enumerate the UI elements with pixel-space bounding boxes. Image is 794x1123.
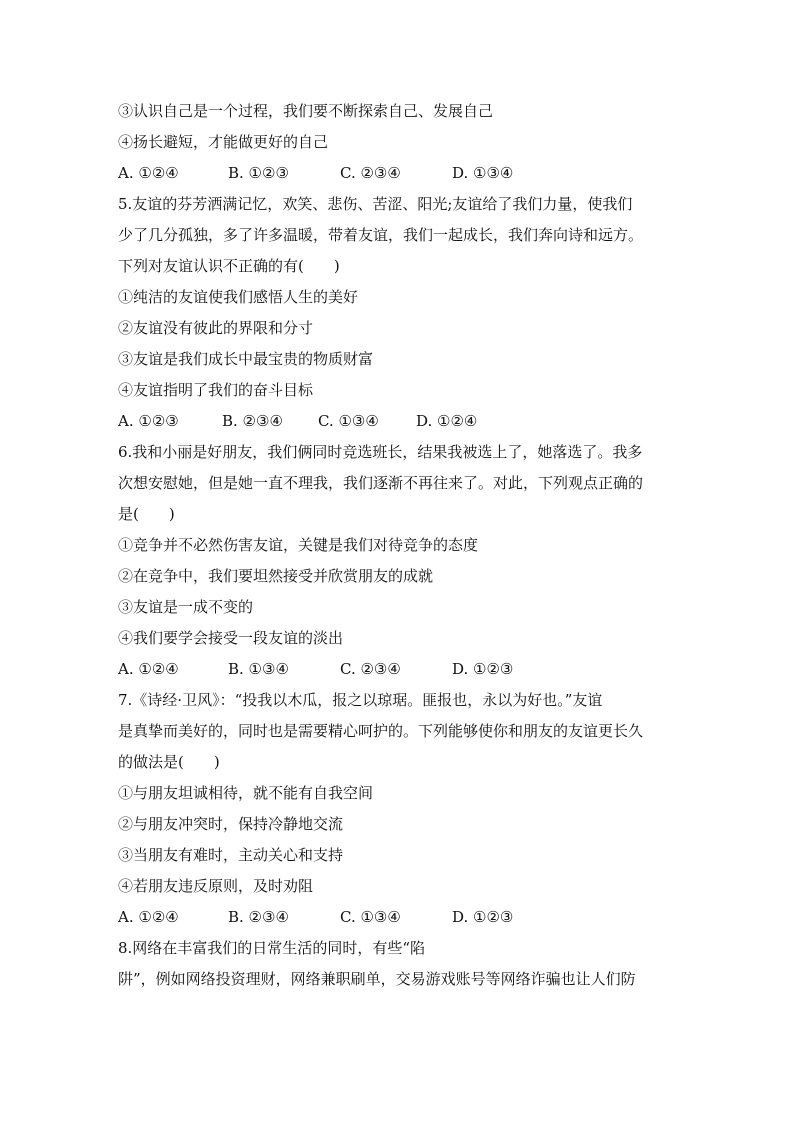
q4-options [118, 158, 688, 189]
q5-item-2: ②友谊没有彼此的界限和分寸 [118, 319, 314, 337]
q4-option-c: C. ②③④ [340, 164, 401, 182]
q4-option-b: B. ①②③ [228, 164, 289, 182]
q6-option-d: D. ①②③ [452, 660, 514, 678]
q7-option-d: D. ①②③ [452, 908, 514, 926]
q5-options [118, 406, 688, 437]
q5-item-4: ④友谊指明了我们的奋斗目标 [118, 381, 314, 399]
q5-option-c: C. ①③④ [318, 412, 379, 430]
q7-item-1: ①与朋友坦诚相待，就不能有自我空间 [118, 784, 374, 802]
q6-item-3: ③友谊是一成不变的 [118, 598, 254, 616]
q8-stem-line-1: 8.网络在丰富我们的日常生活的同时，有些“陷 [118, 939, 425, 957]
q4-option-a: A. ①②④ [118, 164, 179, 182]
q6-option-a: A. ①②④ [118, 660, 179, 678]
q6-option-c: C. ②③④ [340, 660, 401, 678]
question-content [118, 96, 688, 995]
q5-stem-line-2: 少了几分孤独，多了许多温暖，带着友谊，我们一起成长，我们奔向诗和远方。 [118, 226, 644, 244]
q5-option-d: D. ①②④ [416, 412, 478, 430]
q7-stem-line-1: 7.《诗经·卫风》：“投我以木瓜，报之以琼琚。匪报也，永以为好也。”友谊 [118, 691, 603, 709]
q7-item-4: ④若朋友违反原则，及时劝阻 [118, 877, 314, 895]
q5-item-1: ①纯洁的友谊使我们感悟人生的美好 [118, 288, 359, 306]
q7-stem-line-2: 是真挚而美好的，同时也是需要精心呵护的。下列能够使你和朋友的友谊更长久 [118, 722, 644, 740]
q6-item-2: ②在竞争中，我们要坦然接受并欣赏朋友的成就 [118, 567, 434, 585]
q6-stem-line-3: 是( ) [118, 505, 175, 523]
q5-stem-line-1: 5.友谊的芬芳洒满记忆，欢笑、悲伤、苦涩、阳光;友谊给了我们力量，使我们 [118, 195, 633, 213]
q6-stem-line-1: 6.我和小丽是好朋友，我们俩同时竞选班长，结果我被选上了，她落选了。我多 [118, 443, 643, 461]
q5-option-a: A. ①②③ [118, 412, 179, 430]
q4-option-d: D. ①③④ [452, 164, 514, 182]
q7-option-c: C. ①③④ [340, 908, 401, 926]
q8-stem-line-2: 阱”，例如网络投资理财，网络兼职刷单，交易游戏账号等网络诈骗也让人们防 [118, 970, 636, 988]
q6-option-b: B. ①③④ [228, 660, 289, 678]
q5-stem-line-3: 下列对友谊认识不正确的有( ) [118, 257, 340, 275]
q7-item-3: ③当朋友有难时，主动关心和支持 [118, 846, 344, 864]
statement-3: ③认识自己是一个过程，我们要不断探索自己、发展自己 [118, 102, 494, 120]
q7-options [118, 902, 688, 933]
q6-item-4: ④我们要学会接受一段友谊的淡出 [118, 629, 344, 647]
q7-option-a: A. ①②④ [118, 908, 179, 926]
q7-option-b: B. ②③④ [228, 908, 289, 926]
q7-stem-line-3: 的做法是( ) [118, 753, 220, 771]
q7-item-2: ②与朋友冲突时，保持冷静地交流 [118, 815, 344, 833]
q6-item-1: ①竞争并不必然伤害友谊，关键是我们对待竞争的态度 [118, 536, 479, 554]
q6-stem-line-2: 次想安慰她，但是她一直不理我，我们逐渐不再往来了。对此，下列观点正确的 [118, 474, 644, 492]
q6-options [118, 654, 688, 685]
statement-4: ④扬长避短，才能做更好的自己 [118, 133, 329, 151]
q5-item-3: ③友谊是我们成长中最宝贵的物质财富 [118, 350, 374, 368]
q5-option-b: B. ②③④ [222, 412, 283, 430]
